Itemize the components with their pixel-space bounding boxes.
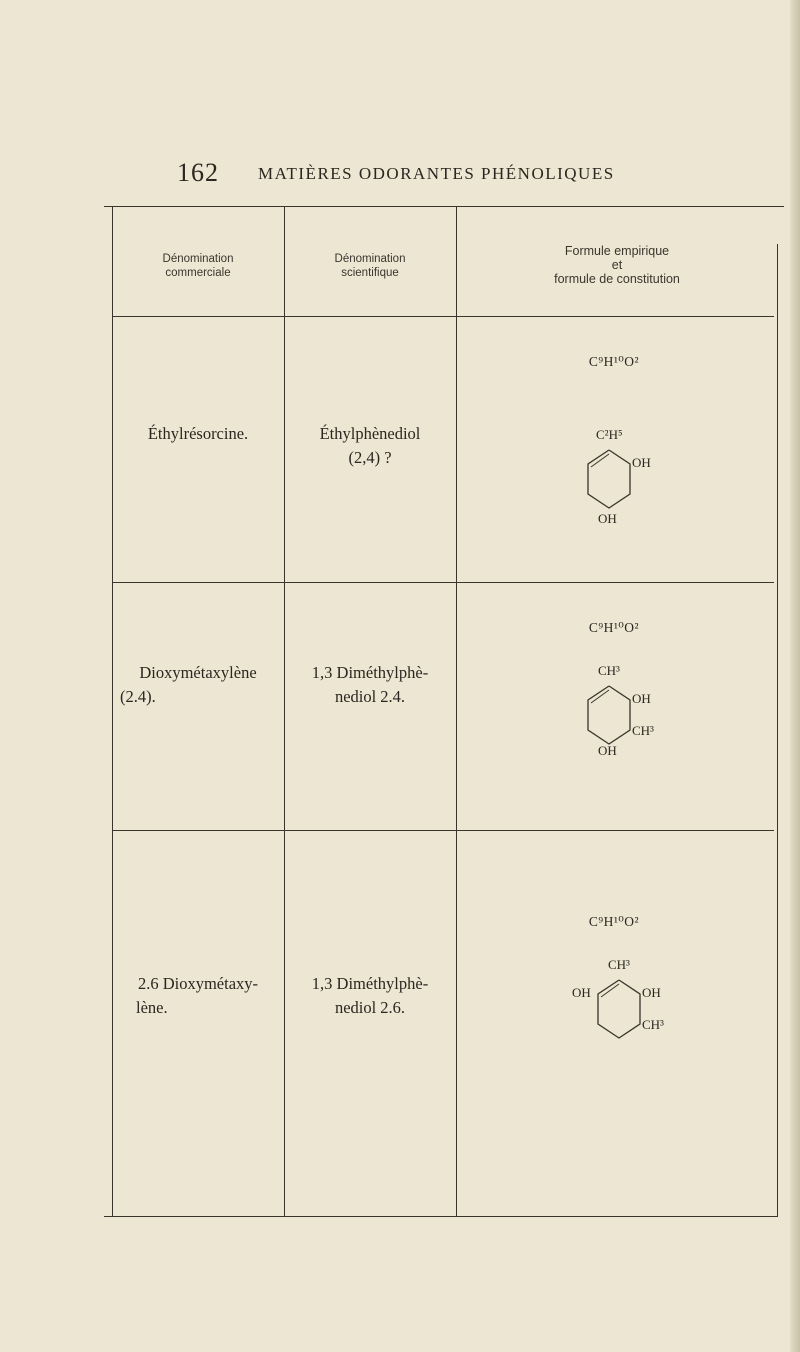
substituent-left: OH [572,985,591,1000]
substituent-right-2: CH³ [642,1017,664,1032]
scientific-name: 1,3 Diméthylphè- [311,663,429,682]
substituent-right-1: OH [632,455,651,470]
page-header [0,158,800,198]
substituent-top: CH³ [598,663,620,678]
substituent-top: C²H⁵ [596,427,623,442]
table-bottom-rule [104,1216,778,1217]
commercial-name: 2.6 Dioxymétaxy- [137,974,259,993]
substituent-right-1: OH [642,985,661,1000]
column-header-line: formule de constitution [554,272,680,286]
column-header-line: Dénomination [162,253,234,265]
structural-formula [572,957,686,1064]
header-bottom-rule [112,316,774,317]
column-header-line: Formule empirique [564,244,670,258]
compound-table [112,206,778,1216]
column-header-line: et [611,258,623,272]
scientific-name-continued: nediol 2.4. [334,687,406,706]
row-rule-2 [112,830,774,831]
empirical-formula: C⁹H¹⁰O² [588,354,640,369]
column-header-commercial [112,252,284,280]
scientific-name: 1,3 Diméthylphè- [311,974,429,993]
page-number: 162 [177,158,219,187]
commercial-name: Éthylrésorcine. [147,424,249,443]
column-header-scientific [284,252,456,280]
column-header-line: Dénomination [334,253,406,265]
scientific-name-continued: nediol 2.6. [334,998,406,1017]
table-left-rule [112,206,113,1216]
row-rule-1 [112,582,774,583]
scientific-name-continued: (2,4) ? [348,448,392,467]
table-row-2-scientific [284,661,456,709]
page-edge [790,0,800,1352]
empirical-formula: C⁹H¹⁰O² [588,914,640,929]
column-header-formula [456,244,778,286]
column-rule-1 [284,206,285,1216]
table-row-2-commercial [112,661,284,709]
commercial-name: Dioxymétaxylène [139,663,257,682]
substituent-right-2: CH³ [632,723,654,738]
column-header-line: commerciale [165,267,231,279]
substituent-bottom: OH [598,743,617,758]
benzene-ring [596,974,642,1054]
column-header-line: scientifique [341,267,399,279]
substituent-bottom: OH [598,511,617,526]
table-row-1-commercial [112,422,284,446]
structural-formula [586,663,666,790]
table-row-1-scientific [284,422,456,470]
empirical-formula: C⁹H¹⁰O² [588,620,640,635]
substituent-right-1: OH [632,691,651,706]
commercial-name-continued: lène. [136,998,168,1017]
structural-formula [586,427,666,554]
table-right-rule [777,244,778,1216]
table-row-3-scientific [284,972,456,1020]
table-row-3-commercial [112,972,284,1020]
table-top-rule [104,206,784,207]
substituent-top: CH³ [608,957,630,972]
commercial-name-continued: (2.4). [120,687,156,706]
running-title: MATIÈRES ODORANTES PHÉNOLIQUES [258,164,615,183]
scientific-name: Éthylphènediol [319,424,421,443]
